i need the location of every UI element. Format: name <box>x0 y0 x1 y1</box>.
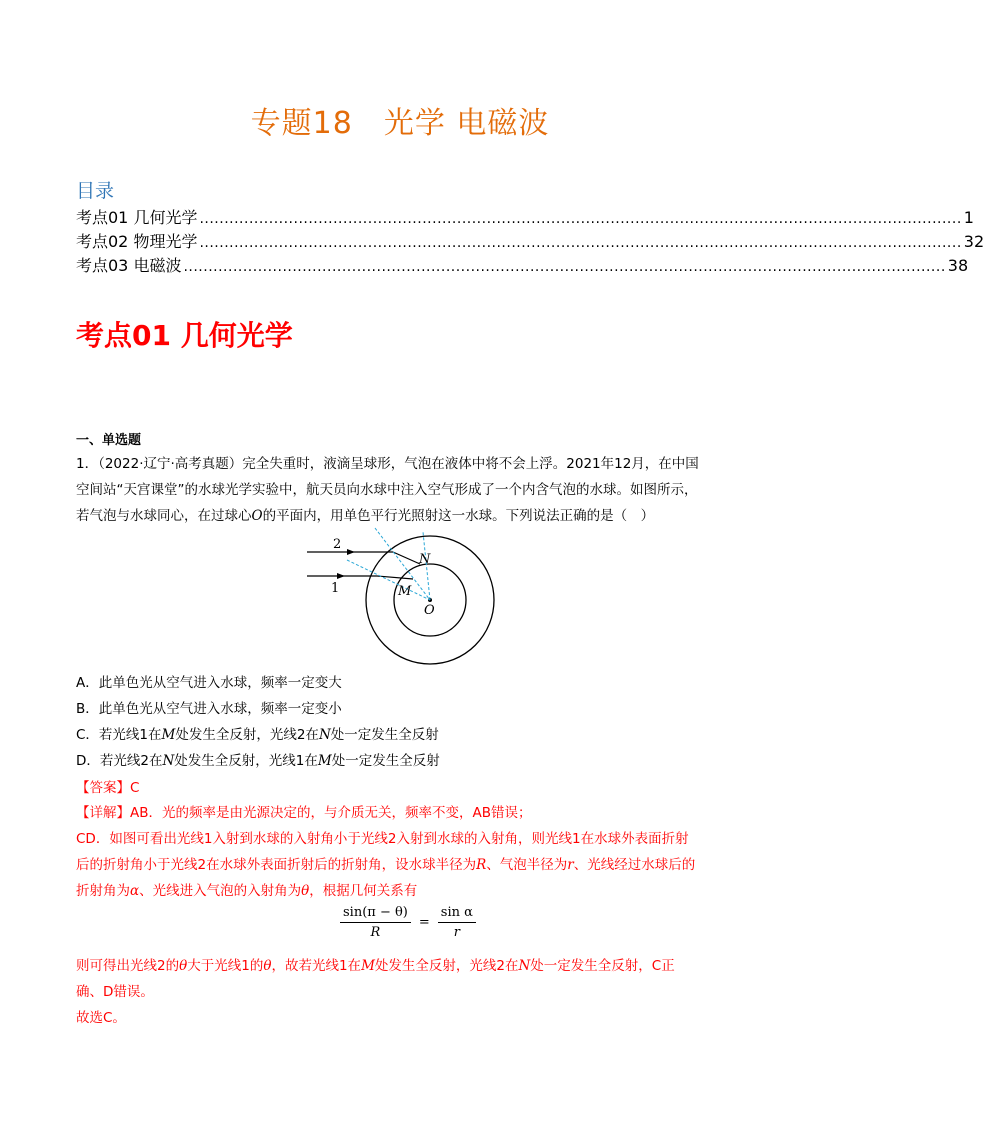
point-m-label: M <box>398 584 412 599</box>
toc-heading: 目录 <box>76 180 115 202</box>
toc-leader-dots: .......................................................................................................................................................... <box>183 259 946 275</box>
toc-entry-page: 32 <box>963 232 984 251</box>
question-line: 空间站“天宫课堂”的水球光学实验中，航天员向水球中注入空气形成了一个内含气泡的水球。如图所示， <box>76 482 698 498</box>
section-heading: 考点01 几何光学 <box>76 319 293 352</box>
analysis-line: 折射角为α、光线进入气泡的入射角为θ，根据几何关系有 <box>76 883 418 899</box>
formula-right-denominator: r <box>453 925 460 940</box>
toc-entry[interactable] <box>76 253 969 276</box>
analysis-conclusion <box>76 953 724 1031</box>
toc-leader-dots: .......................................................................................................................................................... <box>199 235 962 251</box>
document-title: 专题18 光学 电磁波 <box>250 106 550 141</box>
toc-entry-page: 1 <box>963 208 974 227</box>
question-line: 1．（2022·辽宁·高考真题）完全失重时，液滴呈球形，气泡在液体中将不会上浮。2021年12月，在中国 <box>76 456 699 472</box>
ray-1-refracted <box>377 576 413 579</box>
ray-2-refracted <box>393 552 420 564</box>
toc-entry[interactable] <box>76 229 984 252</box>
question-stem <box>76 451 724 529</box>
option-b[interactable]: B．此单色光从空气进入水球，频率一定变小 <box>76 701 342 717</box>
question-line: 若气泡与水球同心，在过球心O的平面内，用单色平行光照射这一水球。下列说法正确的是（ ） <box>76 508 655 524</box>
answer-text: 【答案】C <box>76 780 140 796</box>
formula-left-fraction <box>340 905 411 940</box>
point-o-label: O <box>424 603 435 618</box>
ray-2-arrow <box>347 549 355 555</box>
point-n-label: N <box>419 552 431 567</box>
analysis-line: CD．如图可看出光线1入射到水球的入射角小于光线2入射到水球的入射角，则光线1在水球外表面折射 <box>76 831 689 847</box>
option-d[interactable]: D．若光线2在N处发生全反射，光线1在M处一定发生全反射 <box>76 753 440 769</box>
analysis-line: 确、D错误。 <box>76 984 154 1000</box>
subsection-heading: 一、单选题 <box>76 433 142 448</box>
toc-entry-label: 考点01 几何光学 <box>76 208 198 227</box>
analysis-line: 【详解】AB．光的频率是由光源决定的，与介质无关，频率不变，AB错误； <box>76 805 532 821</box>
toc-entry[interactable] <box>76 205 974 228</box>
ray-1-label: 1 <box>331 581 340 596</box>
analysis-line: 则可得出光线2的θ大于光线1的θ，故若光线1在M处发生全反射，光线2在N处一定发生全反射，C正 <box>76 958 675 974</box>
formula-left-numerator: sin(π − θ) <box>340 905 411 923</box>
toc-entry-label: 考点02 物理光学 <box>76 232 198 251</box>
formula-right-numerator: sin α <box>438 905 476 923</box>
analysis-line: 后的折射角小于光线2在水球外表面折射后的折射角，设水球半径为R、气泡半径为r、光线经过水球后的 <box>76 857 696 873</box>
toc-entry-label: 考点03 电磁波 <box>76 256 182 275</box>
toc-leader-dots: .......................................................................................................................................................... <box>199 211 962 227</box>
geometry-formula <box>340 905 476 940</box>
toc-entry-page: 38 <box>947 256 969 275</box>
ray-2-label: 2 <box>333 537 342 552</box>
formula-left-denominator: R <box>370 925 381 940</box>
formula-equals: = <box>418 915 430 930</box>
analysis-block <box>76 800 724 904</box>
ray-1-arrow <box>337 573 345 579</box>
analysis-line: 故选C。 <box>76 1010 126 1026</box>
formula-right-fraction <box>438 905 476 940</box>
option-a[interactable]: A．此单色光从空气进入水球，频率一定变大 <box>76 675 342 691</box>
option-c[interactable]: C．若光线1在M处发生全反射，光线2在N处一定发生全反射 <box>76 727 439 743</box>
water-ball-figure <box>295 530 525 680</box>
